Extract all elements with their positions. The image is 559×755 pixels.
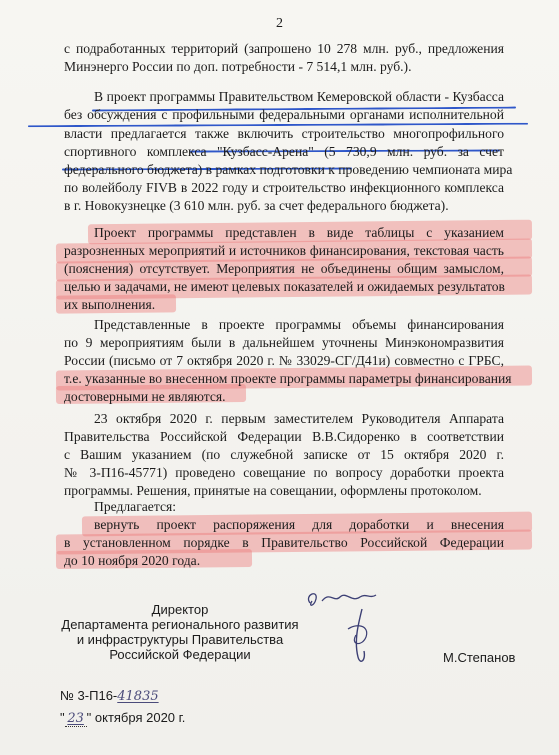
text-line: по 9 мероприятиям были в дальнейшем уточнены Минэкономразвития	[64, 335, 504, 350]
text-line: № 3-П16-45771) проведено совещание по вопросу доработки проекта	[64, 465, 504, 480]
text-line: вернуть проект распоряжения для доработки и внесения	[94, 517, 504, 532]
date-day-handwritten: 23	[65, 711, 87, 727]
text-line: 23 октября 2020 г. первым заместителем Руководителя Аппарата	[94, 411, 504, 426]
date-quote-open: "	[60, 710, 65, 725]
signer-title-line: Департамента регионального развития	[61, 617, 299, 632]
text-line: В проект программы Правительством Кемеровской области - Кузбасса	[94, 89, 504, 104]
text-line: в г. Новокузнецке (3 610 млн. руб. за счет федерального бюджета).	[64, 198, 449, 213]
handwritten-signature	[300, 585, 410, 675]
text-line: Правительства Российской Федерации В.В.Сидоренко в соответствии	[64, 429, 504, 444]
text-line: с подработанных территорий (запрошено 10 278 млн. руб., предложения	[64, 41, 504, 56]
registration-date	[60, 710, 185, 727]
signatory-name: М.Степанов	[443, 650, 516, 665]
text-line: целью и задачами, не имеют целевых показателей и ожидаемых результатов	[64, 279, 505, 294]
text-line: разрозненных мероприятий и источников финансирования, текстовая часть	[64, 243, 504, 258]
page-number: 2	[276, 16, 283, 31]
text-line: России (письмо от 7 октября 2020 г. № 33029-СГ/Д41и) совместно с ГРБС,	[64, 353, 504, 368]
text-line: с Вашим указанием (по служебной записке от 15 октября 2020 г.	[64, 447, 504, 462]
text-line: в установленном порядке в Правительство Российской Федерации	[64, 535, 504, 550]
text-line: т.е. указанные во внесенном проекте программы параметры финансирования	[64, 371, 512, 386]
text-line: их выполнения.	[64, 297, 156, 312]
text-line: Представленные в проекте программы объемы финансирования	[94, 317, 504, 332]
registration-number-handwritten: 41835	[117, 689, 159, 704]
text-line: по волейболу FIVB в 2022 году и строительство инфекционного комплекса	[64, 180, 504, 195]
text-line: до 10 ноября 2020 года.	[64, 553, 201, 568]
text-line: Предлагается:	[94, 499, 177, 514]
signer-title-line: Директор	[151, 602, 209, 617]
text-line: программы. Решения, принятые на совещании, оформлены протоколом.	[64, 483, 482, 498]
signer-title-line: Российской Федерации	[109, 647, 251, 662]
text-line: спортивного комплекса "Кузбасс-Арена" (5 730,9 млн. руб. за счет	[64, 144, 504, 159]
registration-number-prefix: № 3-П16-	[60, 688, 118, 703]
date-rest: октября 2020 г.	[94, 710, 186, 725]
signature-block	[60, 602, 300, 662]
text-line: без обсуждения с профильными федеральными органами исполнительной	[64, 107, 504, 122]
registration-number	[60, 688, 159, 704]
text-line: федерального бюджета) в рамках подготовки к проведению чемпионата мира	[64, 162, 513, 177]
signer-title-line: и инфраструктуры Правительства	[76, 632, 284, 647]
text-line: (пояснения) отсутствует. Мероприятия не объединены общим замыслом,	[64, 261, 504, 276]
text-line: Минэнерго России по доп. потребности - 7 514,1 млн. руб.).	[64, 59, 412, 74]
date-quote-close: "	[86, 710, 92, 725]
text-line: Проект программы представлен в виде таблицы с указанием	[94, 225, 504, 240]
text-line: достоверными не являются.	[64, 389, 226, 404]
text-line: власти предлагается также включить строительство многопрофильного	[64, 126, 504, 141]
